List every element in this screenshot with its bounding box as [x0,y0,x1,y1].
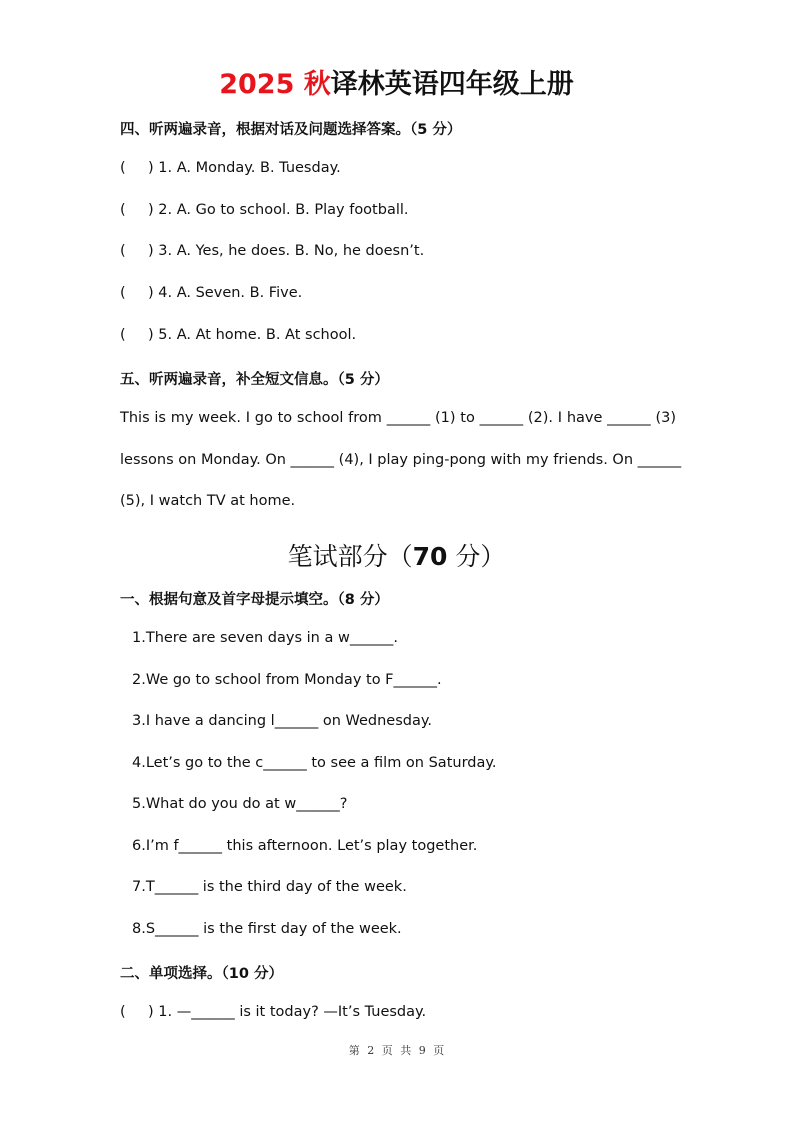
fill-blank-item: 2.We go to school from Monday to F______. [132,672,442,688]
fill-blank-item: 4.Let’s go to the c______ to see a film on Saturday. [132,755,497,771]
multiple-choice-item: ( ) 1. —______ is it today? —It’s Tuesday. [120,1004,427,1020]
fill-blank-item: 6.I’m f______ this afternoon. Let’s play together. [132,838,478,854]
section-5-heading: 五、听两遍录音，补全短文信息。（5 分） [120,372,389,388]
document-title [0,62,793,101]
passage-line: This is my week. I go to school from ______ (1) to ______ (2). I have ______ (3) [120,410,676,426]
section-4-heading: 四、听两遍录音，根据对话及问题选择答案。（5 分） [120,122,462,138]
passage-line: lessons on Monday. On ______ (4), I play ping-pong with my friends. On ______ [120,452,682,468]
question-item: ( ) 1. A. Monday. B. Tuesday. [120,160,341,176]
question-item: ( ) 3. A. Yes, he does. B. No, he doesn’t. [120,243,425,259]
page-footer: 第 2 页 共 9 页 [348,1044,445,1057]
question-item: ( ) 2. A. Go to school. B. Play football. [120,202,409,218]
fill-blank-item: 8.S______ is the first day of the week. [132,921,402,937]
fill-blank-item: 1.There are seven days in a w______. [132,630,398,646]
fill-blank-item: 7.T______ is the third day of the week. [132,879,407,895]
part-1-heading: 一、根据句意及首字母提示填空。（8 分） [120,592,389,608]
part-2-heading: 二、单项选择。（10 分） [120,966,283,982]
written-part-title: 笔试部分（70 分） [287,542,506,571]
question-item: ( ) 4. A. Seven. B. Five. [120,285,303,301]
passage-line: (5), I watch TV at home. [120,493,296,509]
fill-blank-item: 3.I have a dancing l______ on Wednesday. [132,713,432,729]
question-item: ( ) 5. A. At home. B. At school. [120,327,357,343]
fill-blank-item: 5.What do you do at w______? [132,796,348,812]
title-year: 2025 秋 [219,69,331,100]
title-rest: 译林英语四年级上册 [330,69,574,100]
